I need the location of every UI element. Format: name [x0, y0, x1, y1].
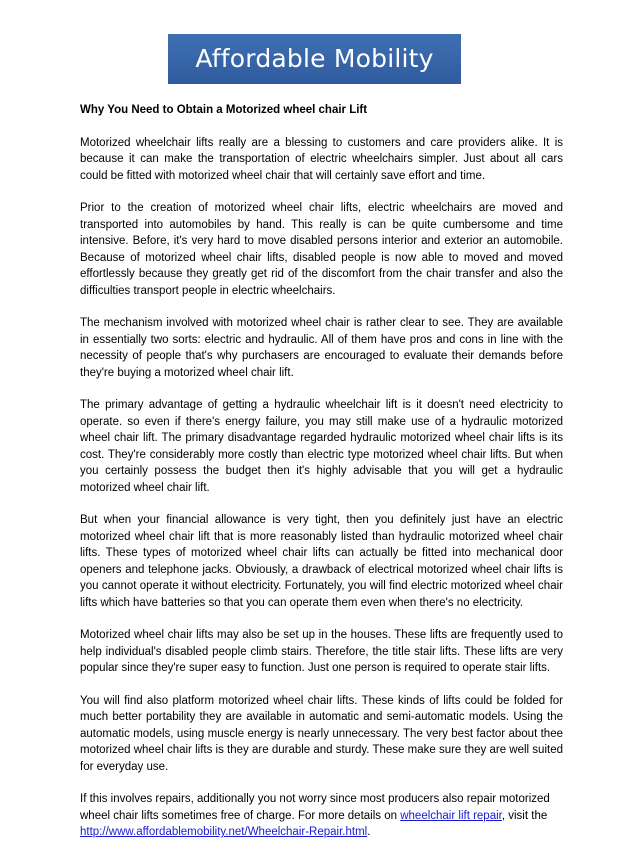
paragraph-3: The mechanism involved with motorized wheel chair is rather clear to see. They are available in essentially two sorts: electric and hydraulic. All of them have pros and cons in line with the necessity of people that's why purchasers are encouraged to evaluate their demands before they're buying a motorized wheel chair lift.: [80, 317, 563, 379]
paragraph-1: Motorized wheelchair lifts really are a blessing to customers and care providers alike. It is because it can make the transportation of electric wheelchairs simpler. Just about all cars could be fitted with motorized wheel chair that will certainly save effort and time.: [80, 136, 563, 182]
paragraph-8-text-before: If this involves repairs, additionally you not worry since most producers also repair motorized wheel chair lifts sometimes free of charge. For more details on: [80, 793, 550, 822]
affordable-mobility-logo-banner: [168, 34, 461, 84]
paragraph-5: But when your financial allowance is very tight, then you definitely just have an electric motorized wheel chair lift that is more reasonably listed than hydraulic motorized wheel chair lifts. These types of motorized wheel chair lifts can actually be fitted into mechanical door openers and telephone jacks. Obviously, a drawback of electrical motorized wheel chair lifts is you cannot operate it without electricity. Fortunately, you will find electric motorized wheel chair lifts which have batteries so that you can operate them even when there's no electricity.: [80, 514, 563, 609]
paragraph-4: The primary advantage of getting a hydraulic wheelchair lift is it doesn't need electricity to operate. so even if there's energy failure, you may still make use of a hydraulic motorized wheel chair lift. The primary disadvantage regarded hydraulic motorized wheel chair lifts is its cost. They're considerably more costly than electric type motorized wheel chair lifts. But when you certainly possess the budget then it's highly advisable that you will get a hydraulic motorized wheel chair lift.: [80, 399, 563, 494]
paragraph-2: Prior to the creation of motorized wheel chair lifts, electric wheelchairs are moved and transported into automobiles by hand. This really is can be quite cumbersome and time intensive. Before, it's very hard to move disabled persons interior and exterior an automobile. Because of motorized wheel chair lifts, disabled people is now able to moved and moved effortlessly because they greatly get rid of the discomfort from the chair transfer and also the difficulties transport people in electric wheelchairs.: [80, 202, 563, 297]
paragraph-8-text-middle: , visit the: [501, 809, 548, 822]
affordablemobility-url-link[interactable]: http://www.affordablemobility.net/Wheelchair-Repair.html: [80, 826, 368, 838]
wheelchair-lift-repair-link[interactable]: wheelchair lift repair: [400, 809, 502, 822]
paragraph-8: [80, 791, 563, 841]
article-body: [80, 102, 563, 857]
logo-text: Affordable Mobility: [195, 44, 434, 73]
paragraph-6: Motorized wheel chair lifts may also be set up in the houses. These lifts are frequently used to help individual's disabled people climb stairs. Therefore, the title stair lifts. These lifts are very popular since they're super easy to function. Just one person is required to operate stair lifts.: [80, 629, 563, 674]
paragraph-8-text-after: .: [367, 826, 371, 838]
paragraph-7: You will find also platform motorized wheel chair lifts. These kinds of lifts could be folded for much better portability they are available in automatic and semi-automatic models. Using the automatic models, using muscle energy is nearly unnecessary. The very best factor about thee motorized wheel chair lifts is they are durable and sturdy. These make sure they are well suited for everyday use.: [80, 694, 563, 773]
article-title: Why You Need to Obtain a Motorized wheel chair Lift: [80, 104, 368, 116]
